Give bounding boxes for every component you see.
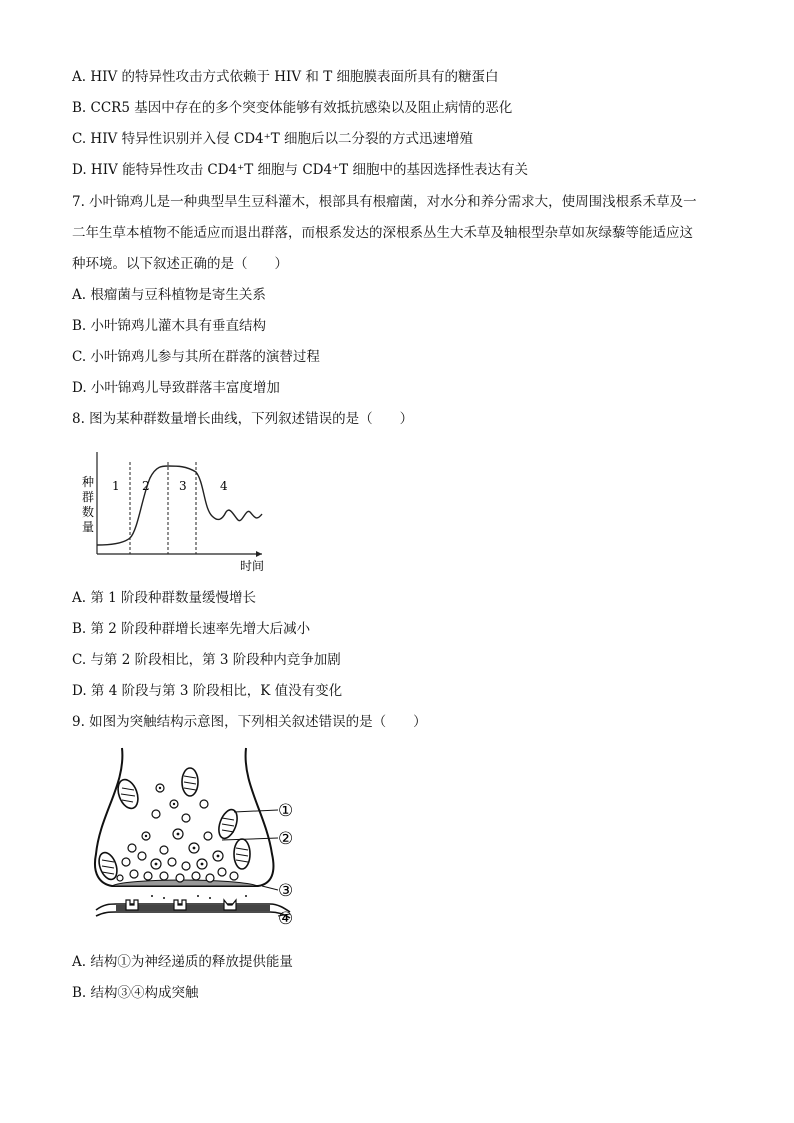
callout-line-1 [234, 810, 278, 812]
stage-label-4: 4 [220, 479, 228, 493]
callout-3: ③ [278, 881, 294, 901]
postsynaptic-membrane-band [116, 905, 270, 911]
callout-1: ① [278, 801, 294, 821]
stage-label-1: 1 [112, 479, 120, 493]
q7-stem-line-3: 种环境。以下叙述正确的是（ ） [72, 256, 288, 272]
synapse-figure [86, 744, 306, 934]
q9-option-a: A. 结构①为神经递质的释放提供能量 [72, 954, 293, 970]
stage-label-2: 2 [142, 479, 150, 493]
q8-option-b: B. 第 2 阶段种群增长速率先增大后减小 [72, 621, 311, 637]
mitochondrion [234, 839, 250, 869]
postsynaptic-membrane-bottom [96, 912, 290, 918]
q8-stem: 8. 图为某种群数量增长曲线，下列叙述错误的是（ ） [72, 411, 414, 427]
ylabel-char: 种 [82, 475, 95, 489]
ylabel-char: 量 [82, 520, 95, 534]
q8-option-c: C. 与第 2 阶段相比，第 3 阶段种内竞争加剧 [72, 652, 341, 668]
q9-stem: 9. 如图为突触结构示意图，下列相关叙述错误的是（ ） [72, 714, 427, 730]
q6-option-b: B. CCR5 基因中存在的多个突变体能够有效抵抗感染以及阻止病情的恶化 [72, 100, 513, 116]
stage-label-3: 3 [179, 479, 187, 493]
q6-option-d: D. HIV 能特异性攻击 CD4⁺T 细胞与 CD4⁺T 细胞中的基因选择性表达有关 [72, 162, 528, 178]
q7-option-b: B. 小叶锦鸡儿灌木具有垂直结构 [72, 318, 267, 334]
vesicle-centers [145, 787, 220, 866]
synaptic-cleft-dots [151, 895, 247, 899]
q7-stem-line-2: 二年生草本植物不能适应而退出群落，而根系发达的深根系丛生大禾草及轴根型杂草如灰绿藜等能适应这 [72, 225, 693, 241]
q7-option-a: A. 根瘤菌与豆科植物是寄生关系 [72, 287, 266, 303]
presynaptic-membrane-dense [112, 880, 258, 886]
xlabel: 时间 [240, 559, 265, 573]
mitochondrion [182, 768, 198, 796]
q7-option-c: C. 小叶锦鸡儿参与其所在群落的演替过程 [72, 349, 320, 365]
q7-stem-line-1: 7. 小叶锦鸡儿是一种典型旱生豆科灌木，根部具有根瘤菌，对水分和养分需求大，使周围浅根系禾草及一 [72, 194, 697, 210]
ylabel-char: 数 [82, 505, 95, 519]
x-axis-arrow [256, 551, 262, 557]
synapse-svg [86, 744, 306, 934]
callout-4: ④ [278, 909, 294, 929]
q6-option-c: C. HIV 特异性识别并入侵 CD4⁺T 细胞后以二分裂的方式迅速增殖 [72, 131, 474, 147]
q8-option-d: D. 第 4 阶段与第 3 阶段相比，K 值没有变化 [72, 683, 343, 699]
population-growth-svg [72, 442, 272, 580]
callout-2: ② [278, 829, 294, 849]
ylabel-char: 群 [82, 490, 95, 504]
population-curve [97, 466, 262, 545]
q9-option-b: B. 结构③④构成突触 [72, 985, 199, 1001]
q7-option-d: D. 小叶锦鸡儿导致群落丰富度增加 [72, 380, 280, 396]
q6-option-a: A. HIV 的特异性攻击方式依赖于 HIV 和 T 细胞膜表面所具有的糖蛋白 [72, 69, 499, 85]
population-growth-figure [72, 442, 272, 580]
callout-line-3 [262, 886, 278, 890]
q8-option-a: A. 第 1 阶段种群数量缓慢增长 [72, 590, 257, 606]
